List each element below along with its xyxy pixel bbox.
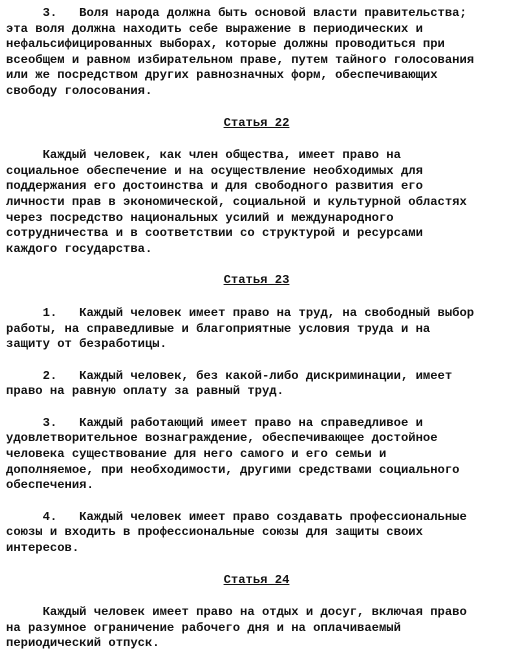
text-line: поддержания его достоинства и для свободного развития его [6,179,423,194]
article-22-heading: Статья 22 [223,115,290,130]
text-line: 3. Каждый работающий имеет право на справедливое и [6,415,423,430]
article-21-point-3 [6,6,507,100]
text-line: союзы и входить в профессиональные союзы для защиты своих [6,525,423,540]
text-line: обеспечения. [6,478,94,493]
article-23-point-2 [6,369,507,400]
text-line: удовлетворительное вознаграждение, обеспечивающее достойное [6,431,438,446]
text-line: интересов. [6,541,80,556]
text-line: 2. Каждый человек, без какой-либо дискриминации, имеет [6,368,453,383]
text-line: работы, на справедливые и благоприятные условия труда и на [6,321,431,336]
text-line: всеобщем и равном избирательном праве, путем тайного голосования [6,52,475,67]
text-line: Каждый человек имеет право на отдых и досуг, включая право [6,605,467,620]
article-24-heading: Статья 24 [223,572,290,587]
article-23-point-4 [6,510,507,557]
text-line: 1. Каждый человек имеет право на труд, на свободный выбор [6,305,475,320]
text-line: свободу голосования. [6,83,153,98]
text-line: нефальсифицированных выборах, которые должны проводиться при [6,37,445,52]
text-line: защиту от безработицы. [6,337,167,352]
text-line: эта воля должна находить себе выражение в периодических и [6,21,423,36]
article-24-text [6,605,507,652]
text-line: социальное обеспечение и на осуществление необходимых для [6,163,423,178]
text-line: 3. Воля народа должна быть основой власти правительства; [6,6,467,20]
text-line: 4. Каждый человек имеет право создавать профессиональные [6,509,467,524]
text-line: или же посредством других равнозначных форм, обеспечивающих [6,68,438,83]
text-line: дополняемое, при необходимости, другими средствами социального [6,462,460,477]
text-line: каждого государства. [6,241,153,256]
text-line: личности прав в экономической, социальной и культурной областях [6,194,467,209]
text-line: на разумное ограничение рабочего дня и на оплачиваемый [6,620,401,635]
text-line: сотрудничества и в соответствии со структурой и ресурсами [6,226,423,241]
article-23-point-3 [6,416,507,494]
article-23-heading: Статья 23 [223,273,290,288]
text-line: человека существование для него самого и его семьи и [6,447,387,462]
text-line: периодический отпуск. [6,636,160,651]
text-line: право на равную оплату за равный труд. [6,384,284,399]
text-line: через посредство национальных усилий и международного [6,210,394,225]
article-22-text [6,148,507,257]
article-23-point-1 [6,306,507,353]
text-line: Каждый человек, как член общества, имеет право на [6,148,401,163]
